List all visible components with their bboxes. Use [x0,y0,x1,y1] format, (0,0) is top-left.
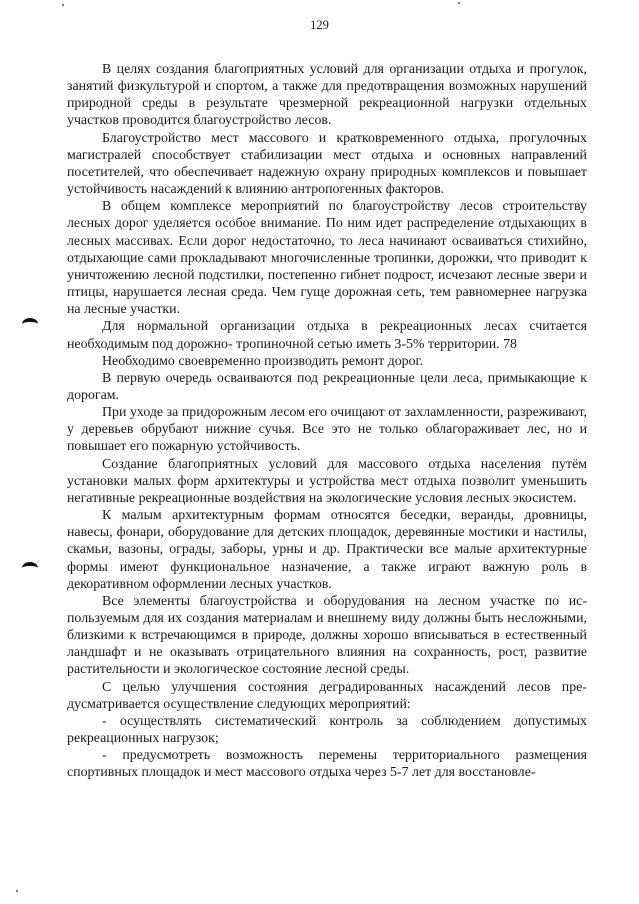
paragraph-road-repair: Необходимо своевременно производить ремонт дорог. [102,353,424,369]
paragraph-small-forms: Создание благоприятных условий для массового отдыха населения путём установки малых форм архитектуры и устройства мест отдыха позволит уменьшить негативные рекреационные воздействия на экологические условия лесных экосистем. [67,456,587,506]
page-number: 129 [310,18,329,32]
scan-mark [22,562,38,574]
scan-speck [16,890,18,892]
paragraph-measures-intro: С целью улучшения состояния деградированных насаждений лесов предусматривается осуществление следующих мероприятий: [67,679,587,712]
paragraph-forest-roads: В общем комплексе мероприятий по благоустройству лесов строительству лесных дорог уделяется особое внимание. По ним идет распределение отдыхающих в лесных массивах. Если дорог недостаточно, то леса начинают осваиваться стихийно, отдыхающие сами прокладывают многочисленные тропинки, дорожки, что приводит к уничтожению лесной подстилки, постепенно гибнет подрост, исчезают лесные звери и птицы, нарушается лесная среда. Чем гуще дорожная сеть, тем равномернее нагрузка на лесные участки. [67,199,587,318]
paragraph-roadside-forests: В первую очередь осваиваются под рекреационные цели леса, примыкающие к дорогам. [67,370,587,403]
paragraph-road-network-share: Для нормальной организации отдыха в рекреационных лесах считается необходимым под дорожно- тропиночной сетью иметь 3-5% территории. 78 [67,319,587,352]
paragraph-rest-areas: Благоустройство мест массового и кратковременного отдыха, прогулочных магистралей способствует стабилизации мест отдыха и основных направлений посетителей, что обеспечивает надежную охрану природных комплексов и повышает устойчивость насаждений к влиянию антропогенных факторов. [67,130,587,198]
paragraph-roadside-care: При уходе за придорожным лесом его очищают от захламленности, разреживают, у деревьев обрубают нижние сучья. Все это не только облагораживает лес, но и повышает его пожарную устойчивость. [67,405,587,455]
body-text [67,61,587,782]
paragraph-purpose: В целях создания благоприятных условий для организации отдыха и прогулок, занятий физкультурой и спортом, а также для предотвращения возможных нарушений природной среды в результате чрезмерной рекреационной нагрузки отдельных участков проводится благоустройство лесов. [67,62,587,129]
scan-speck [62,4,64,6]
scan-mark [22,318,38,330]
paragraph-elements-requirements: Все элементы благоустройства и оборудования на лесном участке по используемым для их создания материалам и внешнему виду должны быть несложными, близкими к встречающимся в природе, должны хорошо вписываться в естественный ландшафт и не оказывать отрицательного влияния на сохранность, рост, развитие растительности и экологическое состояние лесной среды. [67,593,587,678]
list-item-relocation: - предусмотреть возможность перемены территориального размещения спортивных площадок и мест массового отдыха через 5-7 лет для восстановле- [67,748,587,781]
list-item-load-control: - осуществлять систематический контроль за соблюдением допустимых рекреационных нагрузок; [67,713,587,747]
scan-speck [458,2,460,4]
paragraph-small-forms-list: К малым архитектурным формам относятся беседки, веранды, дровницы, навесы, фонари, оборудование для детских площадок, деревянные мостики и настилы, скамьи, вазоны, ограды, заборы, урны и др. Практически все малые архитектурные формы имеют функциональное назначение, а также играют важную роль в декоративном оформлении лесных участков. [67,508,587,592]
